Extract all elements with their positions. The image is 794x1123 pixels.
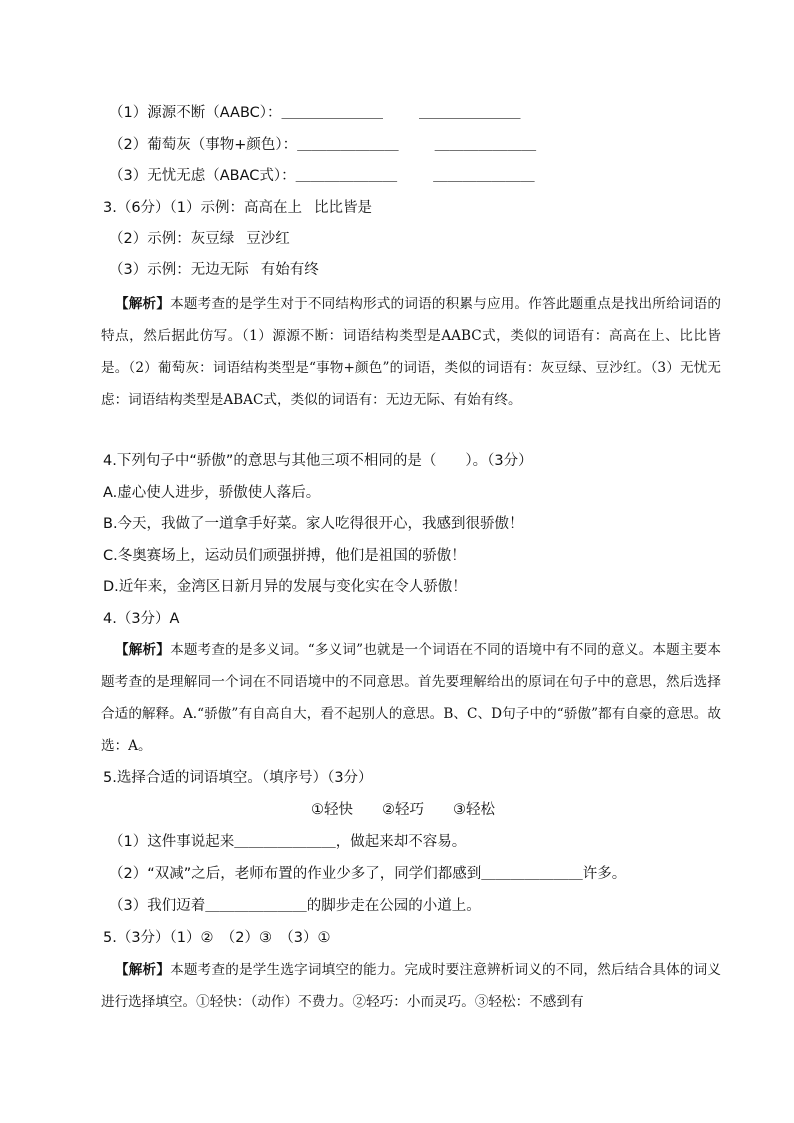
explanation-text: 本题考查的是学生选字词填空的能力。完成时要注意辨析词义的不同，然后结合具体的词义进行选择填空。①轻快：（动作）不费力。②轻巧：小而灵巧。③轻松：不感到有	[101, 962, 721, 1010]
q2-item-3	[109, 166, 535, 186]
q2-item-label: （2）葡萄灰（事物+颜色）：	[109, 137, 298, 153]
explanation-text: 本题考查的是多义词。“多义词”也就是一个词语在不同的语境中有不同的意义。本题主要本题考查的是理解同一个词在不同语境中的不同意思。首先要理解给出的原词在句子中的意思，然后选择合适的解释。A.“骄傲”有自高自大，看不起别人的意思。B、C、D句子中的“骄傲”都有自豪的意思。故选：A。	[101, 642, 721, 754]
answer-blank: ＿＿＿＿＿＿＿	[297, 137, 399, 153]
q2-item-label: （3）无忧无虑（ABAC式）：	[109, 168, 296, 184]
answer-blank: ＿＿＿＿＿＿＿	[295, 168, 398, 184]
explanation-tag: 【解析】	[115, 642, 171, 658]
answer-blank: ＿＿＿＿＿＿＿	[419, 105, 521, 121]
explanation-tag: 【解析】	[115, 296, 171, 312]
q2-item-1	[109, 103, 521, 123]
q5-sentence-3: （3）我们迈着＿＿＿＿＿＿＿的脚步走在公园的小道上。	[109, 898, 481, 914]
q2-item-label: （1）源源不断（AABC）：	[109, 105, 282, 121]
explanation-text: 本题考查的是学生对于不同结构形式的词语的积累与应用。作答此题重点是找出所给词语的特点，然后据此仿写。（1）源源不断：词语结构类型是AABC式，类似的词语有：高高在上、比比皆是。（2）葡萄灰：词语结构类型是“事物+颜色”的词语，类似的词语有：灰豆绿、豆沙红。（3）无忧无虑：词语结构类型是ABAC式，类似的词语有：无边无际、有始有终。	[101, 296, 721, 408]
q4-option-a: A.虚心使人进步，骄傲使人落后。	[103, 485, 321, 501]
q3-answer-2: （2）示例：灰豆绿 豆沙红	[109, 231, 290, 247]
answer-blank: ＿＿＿＿＿＿＿	[205, 898, 307, 914]
q4-option-c: C.冬奥赛场上，运动员们顽强拼搏，他们是祖国的骄傲！	[103, 548, 466, 564]
q5-sentence-1: （1）这件事说起来＿＿＿＿＿＿＿，做起来却不容易。	[109, 834, 467, 850]
q4-answer: 4.（3分）A	[103, 611, 180, 627]
q4-stem: 4.下列句子中“骄傲”的意思与其他三项不相同的是（ ）。（3分）	[103, 453, 533, 469]
answer-blank: ＿＿＿＿＿＿＿	[434, 137, 537, 153]
explanation-tag: 【解析】	[115, 962, 171, 978]
q3-answer-3: （3）示例：无边无际 有始有终	[109, 262, 319, 278]
q3-answer-1: 3.（6分）（1）示例：高高在上 比比皆是	[103, 200, 373, 216]
answer-blank: ＿＿＿＿＿＿＿	[481, 866, 583, 882]
q5-choices: ①轻快 ②轻巧 ③轻松	[311, 802, 495, 818]
q3-explanation	[101, 288, 721, 416]
answer-blank: ＿＿＿＿＿＿＿	[234, 834, 336, 850]
answer-blank: ＿＿＿＿＿＿＿	[433, 168, 535, 184]
q4-option-d: D.近年来，金湾区日新月异的发展与变化实在令人骄傲！	[103, 579, 467, 595]
q5-explanation	[101, 954, 721, 1018]
answer-blank: ＿＿＿＿＿＿＿	[281, 105, 384, 121]
q2-item-2	[109, 135, 536, 155]
q5-answer: 5.（3分）（1）② （2）③ （3）①	[103, 930, 331, 946]
q5-stem: 5.选择合适的词语填空。（填序号）（3分）	[103, 770, 373, 786]
q4-option-b: B.今天，我做了一道拿手好菜。家人吃得很开心，我感到很骄傲！	[103, 516, 524, 532]
q5-sentence-2: （2）“双减”之后，老师布置的作业少多了，同学们都感到＿＿＿＿＿＿＿许多。	[109, 866, 627, 882]
q4-explanation	[101, 634, 721, 762]
